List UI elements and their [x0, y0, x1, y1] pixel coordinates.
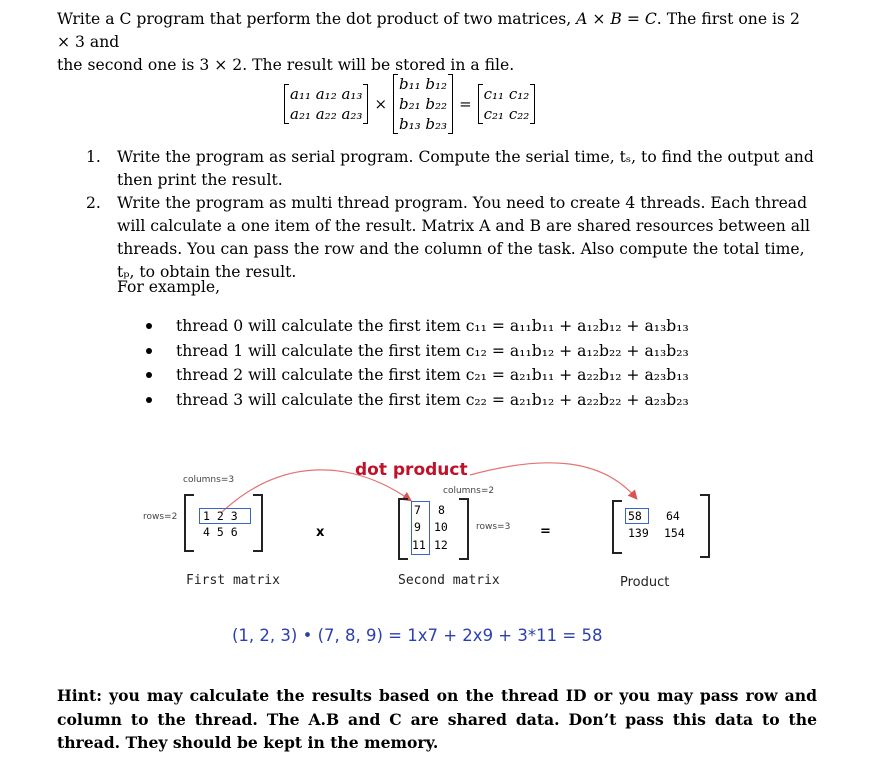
product-left-bracket	[612, 500, 622, 554]
task-item	[86, 192, 816, 284]
product-right-bracket	[700, 494, 710, 558]
matrix-a-row: a₂₁ a₂₂ a₂₃	[290, 105, 363, 123]
matrix-b	[393, 74, 453, 134]
task-number: 2.	[86, 194, 101, 212]
times-symbol: ×	[374, 95, 388, 113]
intro-line1-b: . The first one is 2 × 3 and	[57, 10, 800, 51]
second-rows-label: rows=3	[476, 522, 511, 532]
thread-item	[146, 314, 689, 339]
task-item	[86, 146, 816, 192]
matrix-c	[478, 84, 536, 124]
second-cell: 8	[438, 503, 445, 517]
intro-line1-math: A × B = C	[576, 10, 657, 28]
intro-line2: the second one is 3 × 2. The result will be stored in a file.	[57, 56, 515, 74]
second-left-bracket	[398, 498, 408, 560]
thread-text: thread 2 will calculate the first item c₂₁ = a₂₁b₁₁ + a₂₂b₁₂ + a₂₃b₁₃	[176, 366, 689, 384]
intro-line1-a: Write a C program that perform the dot product of two matrices,	[57, 10, 577, 28]
second-cell: 7	[414, 503, 421, 517]
matrix-b-row: b₁₃ b₂₃	[399, 115, 448, 133]
diagram-title: dot product	[355, 460, 468, 480]
bullet-icon	[146, 348, 152, 354]
second-right-bracket	[459, 498, 469, 560]
matrix-a	[284, 84, 368, 124]
product-cell: 64	[666, 509, 680, 523]
matrix-b-row: b₂₁ b₂₂	[399, 95, 448, 113]
first-row-1: 1 2 3	[203, 509, 238, 523]
dot-product-diagram	[0, 450, 887, 660]
equals-symbol: =	[459, 95, 472, 113]
product-cell: 58	[628, 509, 642, 523]
task-number: 1.	[86, 148, 101, 166]
matrix-b-row: b₁₁ b₁₂	[399, 75, 448, 93]
first-left-bracket	[184, 494, 194, 552]
thread-text: thread 3 will calculate the first item c₂₂ = a₂₁b₁₂ + a₂₂b₂₂ + a₂₃b₂₃	[176, 390, 689, 409]
product-cell: 139	[628, 526, 649, 540]
second-cell: 11	[412, 538, 426, 552]
thread-list	[146, 314, 689, 412]
thread-text: thread 0 will calculate the first item c₁₁ = a₁₁b₁₁ + a₁₂b₁₂ + a₁₃b₁₃	[176, 317, 689, 335]
thread-text: thread 1 will calculate the first item c₁₂ = a₁₁b₁₂ + a₁₂b₂₂ + a₁₃b₂₃	[176, 341, 689, 360]
diagram-equals: =	[540, 524, 551, 539]
first-row-2: 4 5 6	[203, 525, 238, 539]
second-cell: 9	[414, 520, 421, 534]
second-cell: 12	[434, 538, 448, 552]
first-columns-label: columns=3	[183, 475, 235, 485]
caption-first-matrix: First matrix	[186, 573, 280, 588]
matrix-equation	[284, 72, 535, 136]
diagram-times: x	[316, 525, 325, 540]
product-cell: 154	[664, 526, 685, 540]
dot-product-formula: (1, 2, 3) • (7, 8, 9) = 1x7 + 2x9 + 3*11 = 58	[232, 626, 603, 645]
caption-second-matrix: Second matrix	[398, 573, 500, 588]
task-text: Write the program as serial program. Compute the serial time, tₛ, to find the output and then print the result.	[117, 148, 814, 189]
first-right-bracket	[253, 494, 263, 552]
caption-product: Product	[620, 575, 670, 590]
second-columns-label: columns=2	[443, 486, 495, 496]
intro-paragraph	[57, 8, 817, 77]
bullet-icon	[146, 323, 152, 329]
thread-item	[146, 339, 689, 364]
bullet-icon	[146, 397, 152, 403]
thread-item	[146, 363, 689, 388]
thread-item	[146, 388, 689, 413]
matrix-c-row: c₁₁ c₁₂	[483, 85, 530, 103]
for-example-label: For example,	[117, 278, 221, 296]
task-list	[86, 146, 816, 284]
arrow-second-to-product	[470, 463, 636, 498]
matrix-c-row: c₂₁ c₂₂	[483, 105, 530, 123]
first-rows-label: rows=2	[143, 512, 178, 522]
hint-paragraph: Hint: you may calculate the results based on the thread ID or you may pass row and column to the thread. The A.B and C are shared data. Don’t pass this data to the thread. They should be kept in the memory.	[57, 686, 817, 752]
matrix-a-row: a₁₁ a₁₂ a₁₃	[290, 85, 363, 103]
second-cell: 10	[434, 520, 448, 534]
bullet-icon	[146, 372, 152, 378]
task-text: Write the program as multi thread program. You need to create 4 threads. Each thread will calculate a one item of the result. Matrix A and B are shared resources between all threads. You can pass the row and the column of the task. Also compute the total time, tₚ, to obtain the result.	[117, 194, 810, 281]
